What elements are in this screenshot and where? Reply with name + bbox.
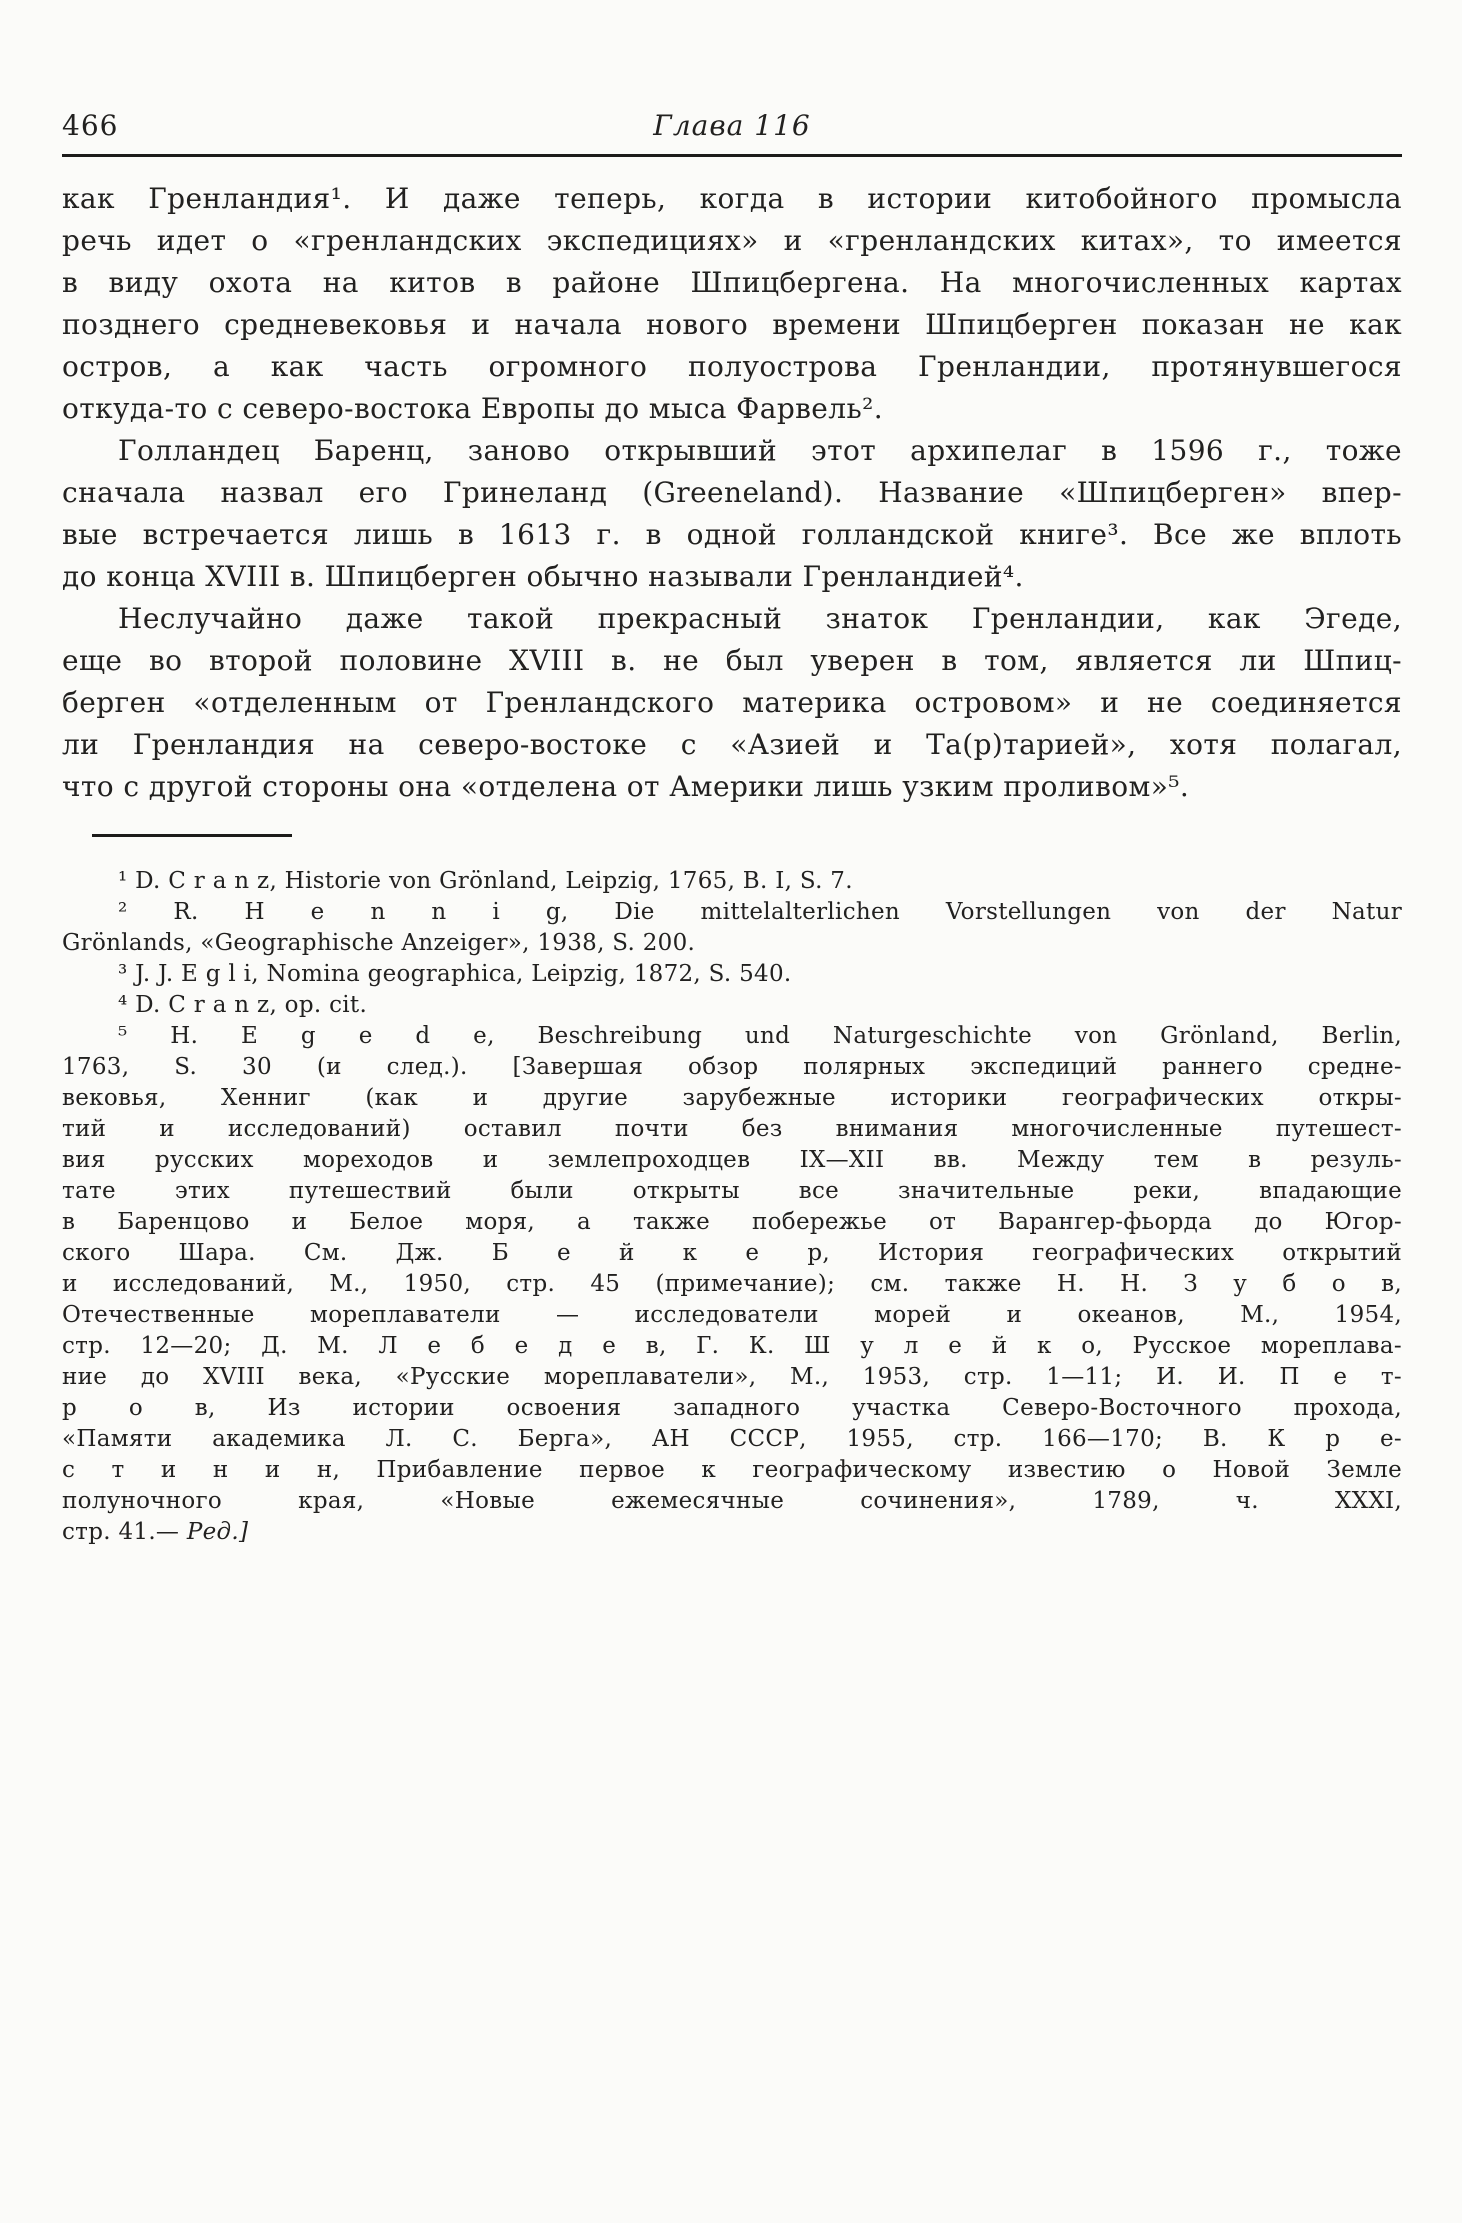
text-line: в виду охота на китов в районе Шпицбергена. На многочисленных картах [62, 266, 1402, 299]
running-head [62, 108, 1402, 148]
text-line: берген «отделенным от Гренландского материка островом» и не соединяется [62, 686, 1402, 719]
text-line: что с другой стороны она «отделена от Америки лишь узким проливом»⁵. [62, 770, 1190, 803]
footnote-rule [92, 834, 292, 837]
footnote-line: вия русских мореходов и землепроходцев IX—XII вв. Между тем в резуль- [62, 1147, 1402, 1173]
chapter-title: Глава 116 [653, 109, 811, 142]
page-number: 466 [62, 109, 119, 142]
page-content [62, 108, 1402, 1548]
footnotes [62, 866, 1402, 1548]
footnote-line: Отечественные мореплаватели — исследователи морей и океанов, М., 1954, [62, 1302, 1402, 1328]
footnote-line: тате этих путешествий были открыты все значительные реки, впадающие [62, 1178, 1402, 1204]
footnote-line: 1763, S. 30 (и след.). [Завершая обзор полярных экспедиций раннего средне- [62, 1054, 1402, 1080]
footnote-line: полуночного края, «Новые ежемесячные сочинения», 1789, ч. XXXI, [62, 1488, 1402, 1514]
text-line: позднего средневековья и начала нового времени Шпицберген показан не как [62, 308, 1402, 341]
footnote-line: ние до XVIII века, «Русские мореплаватели», М., 1953, стр. 1—11; И. И. П е т- [62, 1364, 1402, 1390]
footnote-line: в Баренцово и Белое моря, а также побережье от Варангер-фьорда до Югор- [62, 1209, 1402, 1235]
footnote-line: тий и исследований) оставил почти без внимания многочисленные путешест- [62, 1116, 1402, 1142]
text-line: еще во второй половине XVIII в. не был уверен в том, является ли Шпиц- [62, 644, 1402, 677]
footnote-line: ² R. H e n n i g, Die mittelalterlichen Vorstellungen von der Natur [118, 899, 1402, 925]
footnote-line: ¹ D. C r a n z, Historie von Grönland, Leipzig, 1765, B. I, S. 7. [118, 868, 853, 894]
footnote-line: стр. 12—20; Д. М. Л е б е д е в, Г. К. Ш у л е й к о, Русское мореплава- [62, 1333, 1402, 1359]
footnote-last-line [62, 1517, 1402, 1548]
text-line: Голландец Баренц, заново открывший этот архипелаг в 1596 г., тоже [118, 434, 1402, 467]
footnote-line: ⁴ D. C r a n z, op. cit. [118, 992, 368, 1018]
footnote-line: р о в, Из истории освоения западного участка Северо-Восточного прохода, [62, 1395, 1402, 1421]
text-line: речь идет о «гренландских экспедициях» и «гренландских китах», то имеется [62, 224, 1402, 257]
body-text [62, 178, 1402, 808]
footnote-line: ского Шара. См. Дж. Б е й к е р, История географических открытий [62, 1240, 1402, 1266]
text-line: до конца XVIII в. Шпицберген обычно называли Гренландией⁴. [62, 560, 1024, 593]
header-rule [62, 154, 1402, 157]
text-line: вые встречается лишь в 1613 г. в одной голландской книге³. Все же вплоть [62, 518, 1402, 551]
text-line: сначала назвал его Гринеланд (Greeneland). Название «Шпицберген» впер- [62, 476, 1402, 509]
footnote-line: ⁵ H. E g e d e, Beschreibung und Naturgeschichte von Grönland, Berlin, [118, 1023, 1402, 1049]
text-line: остров, а как часть огромного полуострова Гренландии, протянувшегося [62, 350, 1402, 383]
text-line: как Гренландия¹. И даже теперь, когда в истории китобойного промысла [62, 182, 1402, 215]
footnote-line: «Памяти академика Л. С. Берга», АН СССР, 1955, стр. 166—170; В. К р е- [62, 1426, 1402, 1452]
text-line: ли Гренландия на северо-востоке с «Азией и Та(р)тарией», хотя полагал, [62, 728, 1402, 761]
footnote-line: ³ J. J. E g l i, Nomina geographica, Leipzig, 1872, S. 540. [118, 961, 792, 987]
footnote-line: вековья, Хенниг (как и другие зарубежные историки географических откры- [62, 1085, 1402, 1111]
footnote-line: и исследований, М., 1950, стр. 45 (примечание); см. также Н. Н. З у б о в, [62, 1271, 1402, 1297]
footnote-line: Grönlands, «Geographische Anzeiger», 1938, S. 200. [62, 930, 696, 956]
footnote-last-text: стр. 41.— [62, 1519, 187, 1545]
footnote-line: с т и н и н, Прибавление первое к географическому известию о Новой Земле [62, 1457, 1402, 1483]
editor-mark: Ред.] [186, 1519, 249, 1545]
text-line: Неслучайно даже такой прекрасный знаток Гренландии, как Эгеде, [118, 602, 1402, 635]
text-line: откуда-то с северо-востока Европы до мыса Фарвель². [62, 392, 884, 425]
